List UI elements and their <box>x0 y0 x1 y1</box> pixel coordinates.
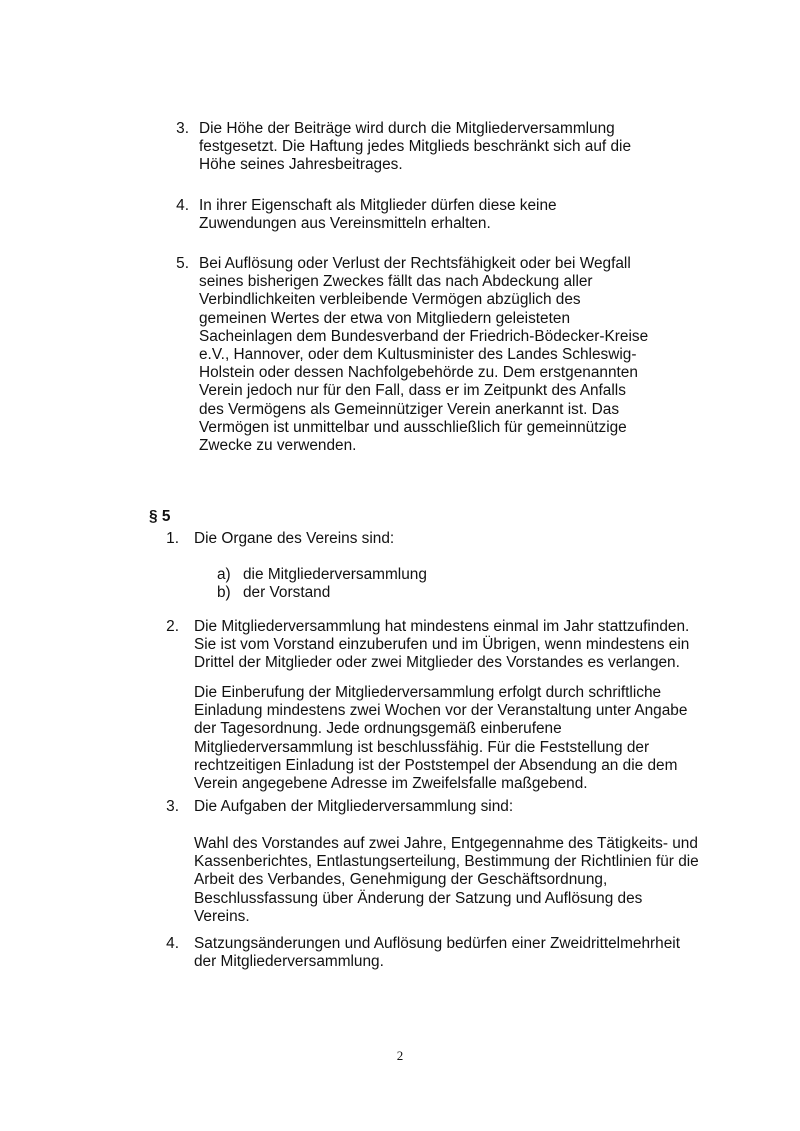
text-line: In ihrer Eigenschaft als Mitglieder dürfen diese keine <box>199 197 557 214</box>
text-line: festgesetzt. Die Haftung jedes Mitglieds beschränkt sich auf die <box>199 138 632 156</box>
text-line: Die Höhe der Beiträge wird durch die Mitgliederversammlung <box>199 120 615 137</box>
item-number: 4. <box>176 197 189 214</box>
text-line: Sie ist vom Vorstand einzuberufen und im Übrigen, wenn mindestens ein <box>194 636 690 654</box>
item-text <box>199 255 648 455</box>
text-line: Arbeit des Verbandes, Genehmigung der Geschäftsordnung, <box>194 871 608 889</box>
text-line: Vereins. <box>194 907 250 925</box>
text-line: Bei Auflösung oder Verlust der Rechtsfähigkeit oder bei Wegfall <box>199 255 631 272</box>
item-intro: Die Aufgaben der Mitgliederversammlung sind: <box>194 798 514 815</box>
item-number: 3. <box>176 120 189 137</box>
item-text <box>194 935 680 971</box>
text-line: Sacheinlagen dem Bundesverband der Friedrich-Bödecker-Kreise <box>199 327 649 345</box>
text-line: Einladung mindestens zwei Wochen vor der Veranstaltung unter Angabe <box>194 702 688 720</box>
item-text: Die Organe des Vereins sind: <box>194 530 395 547</box>
list-label: a) <box>217 566 231 583</box>
text-line: Höhe seines Jahresbeitrages. <box>199 156 403 174</box>
text-line: Zuwendungen aus Vereinsmitteln erhalten. <box>199 215 491 233</box>
list-text: die Mitgliederversammlung <box>243 566 427 583</box>
text-line: e.V., Hannover, oder dem Kultusminister des Landes Schleswig- <box>199 346 637 364</box>
item-number: 3. <box>166 798 179 815</box>
text-line: Verein jedoch nur für den Fall, dass er im Zeitpunkt des Anfalls <box>199 382 626 400</box>
text-line: der Tagesordnung. Jede ordnungsgemäß einberufene <box>194 720 562 738</box>
list-label: b) <box>217 584 231 602</box>
text-line: rechtzeitigen Einladung ist der Poststempel der Absendung an die dem <box>194 756 678 774</box>
text-line: gemeinen Wertes der etwa von Mitgliedern geleisteten <box>199 309 571 327</box>
item-text <box>199 120 631 175</box>
text-line: Drittel der Mitglieder oder zwei Mitglieder des Vorstandes es verlangen. <box>194 654 680 672</box>
text-line: Kassenberichtes, Entlastungserteilung, Bestimmung der Richtlinien für die <box>194 853 699 871</box>
section-5-heading: § 5 <box>149 508 171 525</box>
organ-list <box>217 566 427 602</box>
item-text <box>199 197 557 233</box>
item-number: 4. <box>166 935 179 952</box>
text-line: Verein angegebene Adresse im Zweifelsfalle maßgebend. <box>194 775 588 793</box>
list-text: der Vorstand <box>243 584 331 602</box>
page-number: 2 <box>396 1048 404 1063</box>
text-line: Die Einberufung der Mitgliederversammlung erfolgt durch schriftliche <box>194 684 662 701</box>
item-paragraph-1 <box>194 618 689 673</box>
list-item <box>217 584 427 602</box>
item-number: 2. <box>166 618 179 635</box>
text-line: des Vermögens als Gemeinnütziger Verein anerkannt ist. Das <box>199 400 620 418</box>
item-number: 1. <box>166 530 179 547</box>
list-item <box>217 566 427 584</box>
text-line: Die Mitgliederversammlung hat mindestens einmal im Jahr stattzufinden. <box>194 618 690 635</box>
text-line: Beschlussfassung über Änderung der Satzung und Auflösung des <box>194 889 643 907</box>
text-line: seines bisherigen Zweckes fällt das nach Abdeckung aller <box>199 273 593 291</box>
text-line: Vermögen ist unmittelbar und ausschließlich für gemeinnützige <box>199 418 627 436</box>
item-number: 5. <box>176 255 189 272</box>
item-paragraph-2 <box>194 684 687 793</box>
item-paragraph <box>194 835 699 926</box>
text-line: Verbindlichkeiten verbleibende Vermögen abzüglich des <box>199 291 581 309</box>
text-line: der Mitgliederversammlung. <box>194 953 384 971</box>
text-line: Satzungsänderungen und Auflösung bedürfen einer Zweidrittelmehrheit <box>194 935 680 952</box>
text-line: Wahl des Vorstandes auf zwei Jahre, Entgegennahme des Tätigkeits- und <box>194 835 698 852</box>
text-line: Zwecke zu verwenden. <box>199 437 357 455</box>
text-line: Holstein oder dessen Nachfolgebehörde zu. Dem erstgenannten <box>199 364 638 382</box>
text-line: Mitgliederversammlung ist beschlussfähig. Für die Feststellung der <box>194 738 650 756</box>
